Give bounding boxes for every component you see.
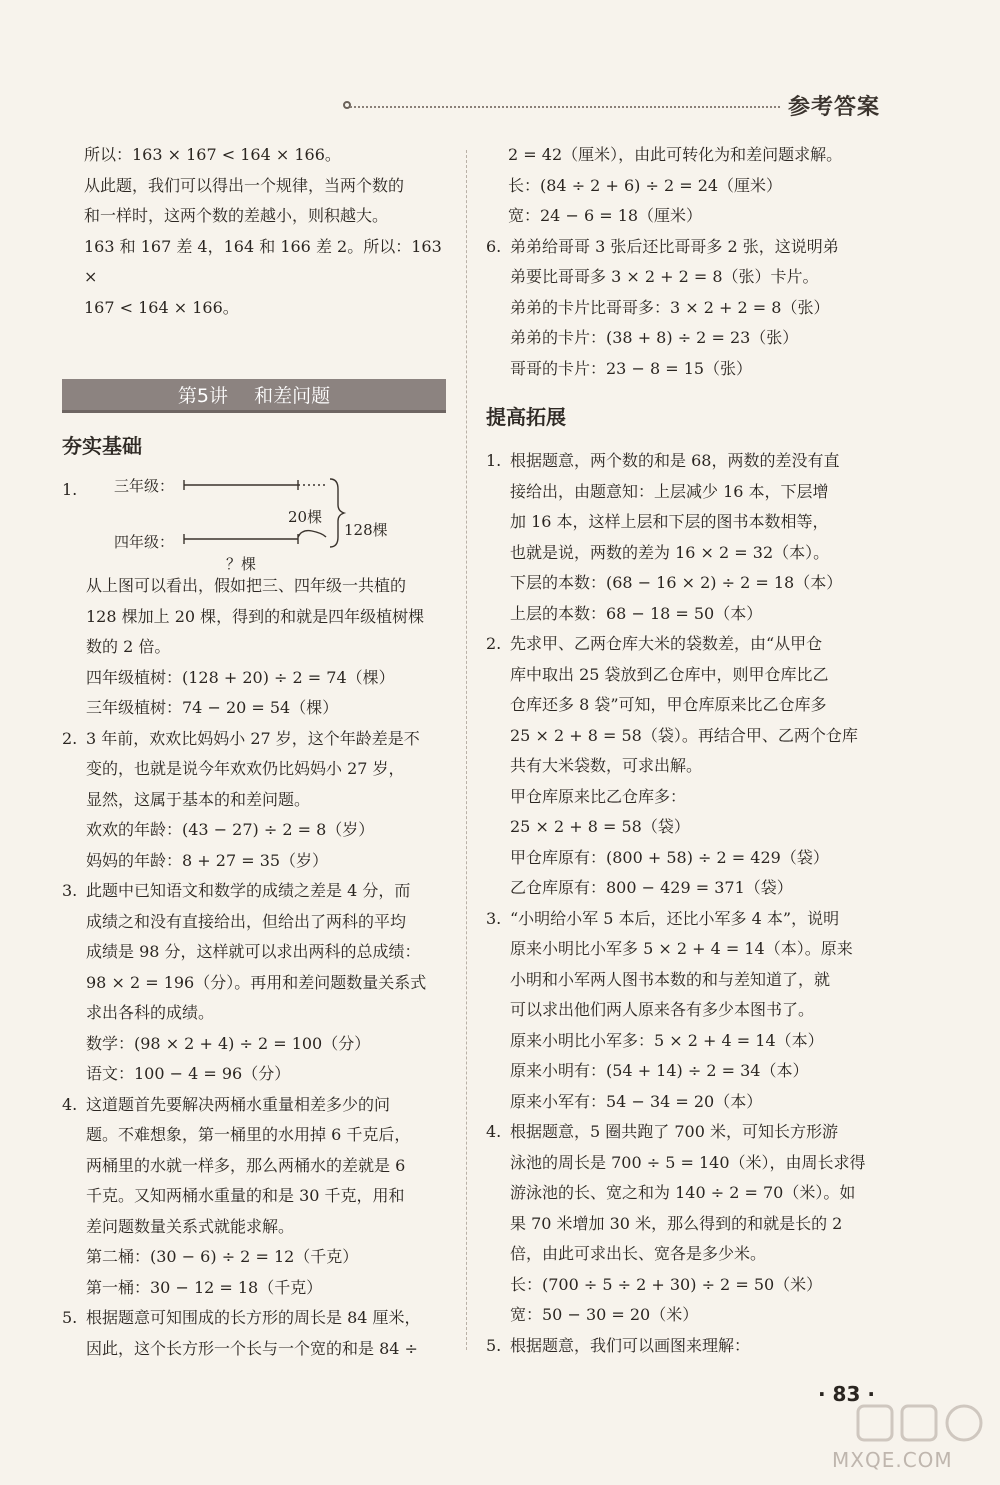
text-line: 原来小明有：(54 + 14) ÷ 2 = 34（本） bbox=[510, 1061, 809, 1080]
text-line: 长：(700 ÷ 5 ÷ 2 + 30) ÷ 2 = 50（米） bbox=[510, 1274, 823, 1294]
text-line: 共有大米袋数，可求出解。 bbox=[510, 756, 703, 775]
text-line: 小明和小军两人图书本数的和与差知道了，就 bbox=[510, 969, 831, 989]
right-column bbox=[486, 140, 878, 1361]
extension-item-5 bbox=[486, 1331, 878, 1362]
text-line: 和一样时，这两个数的差越小，则积越大。 bbox=[84, 206, 389, 225]
diagram-label-difference: 20棵 bbox=[288, 508, 323, 526]
text-line: 也就是说，两数的差为 16 × 2 = 32（本）。 bbox=[510, 542, 830, 562]
item-number: 4. bbox=[62, 1094, 78, 1114]
diagram-label-total: 128棵 bbox=[344, 521, 388, 539]
page-header-title: 参考答案 bbox=[788, 95, 881, 120]
text-line: 甲仓库原来比乙仓库多： bbox=[510, 786, 687, 806]
total-brace bbox=[330, 479, 344, 547]
text-line: 乙仓库原有：800 − 429 = 371（袋） bbox=[510, 878, 793, 897]
text-line: 根据题意，两个数的和是 68，两数的差没有直 bbox=[510, 451, 840, 470]
text-line: 千克。又知两桶水重量的和是 30 千克，用和 bbox=[86, 1186, 405, 1205]
item-number: 6. bbox=[486, 236, 502, 256]
item-number: 5. bbox=[486, 1335, 502, 1355]
text-line: 四年级植树：(128 + 20) ÷ 2 = 74（棵） bbox=[86, 667, 395, 687]
text-line: 哥哥的卡片：23 − 8 = 15（张） bbox=[510, 358, 753, 378]
text-line: 2 = 42（厘米），由此可转化为和差问题求解。 bbox=[508, 145, 843, 164]
answer-item-5 bbox=[62, 1303, 446, 1364]
line-segment-diagram bbox=[86, 475, 446, 573]
text-line: 宽：24 − 6 = 18（厘米） bbox=[508, 206, 703, 225]
text-line: 差问题数量关系式就能求解。 bbox=[86, 1216, 295, 1236]
text-line: 原来小明比小军多：5 × 2 + 4 = 14（本） bbox=[510, 1030, 824, 1050]
text-line: 弟弟给哥哥 3 张后还比哥哥多 2 张，这说明弟 bbox=[510, 236, 839, 256]
text-line: 可以求出他们两人原来各有多少本图书了。 bbox=[510, 1000, 815, 1019]
diagram-label-question: ？棵 bbox=[226, 555, 257, 573]
text-line: 倍，由此可求出长、宽各是多少米。 bbox=[510, 1244, 767, 1263]
text-line: 从上图可以看出，假如把三、四年级一共植的 bbox=[86, 576, 407, 595]
answer-item-3 bbox=[62, 876, 446, 1090]
text-line: 第一桶：30 − 12 = 18（千克） bbox=[86, 1277, 323, 1297]
column-divider bbox=[466, 150, 467, 1350]
extension-item-4 bbox=[486, 1117, 878, 1331]
text-line: 成绩是 98 分，这样就可以求出两科的总成绩： bbox=[86, 942, 421, 961]
header-rule bbox=[350, 106, 780, 108]
difference-brace bbox=[298, 531, 326, 537]
item-number: 5. bbox=[62, 1308, 78, 1327]
item-number: 1. bbox=[62, 480, 78, 499]
text-line: 数学：(98 × 2 + 4) ÷ 2 = 100（分） bbox=[86, 1033, 371, 1053]
text-line: 25 × 2 + 8 = 58（袋）。再结合甲、乙两个仓库 bbox=[510, 725, 858, 745]
text-line: 求出各科的成绩。 bbox=[86, 1003, 215, 1022]
watermark-text: MXQE.COM bbox=[832, 1448, 953, 1472]
text-line: 成绩之和没有直接给出，但给出了两科的平均 bbox=[86, 911, 407, 931]
extension-item-1 bbox=[486, 446, 878, 629]
item-number: 2. bbox=[486, 634, 502, 653]
lesson-number: 第5讲 bbox=[177, 385, 229, 407]
text-line: 根据题意，5 圈共跑了 700 米，可知长方形游 bbox=[510, 1122, 838, 1141]
diagram-label-grade3: 三年级： bbox=[114, 477, 175, 495]
diagram-label-grade4: 四年级： bbox=[114, 533, 175, 551]
text-line: 下层的本数：(68 − 16 × 2) ÷ 2 = 18（本） bbox=[510, 573, 843, 592]
answer-item-4 bbox=[62, 1090, 446, 1304]
text-line: 甲仓库原有：(800 + 58) ÷ 2 = 429（袋） bbox=[510, 847, 829, 867]
text-line: 这道题首先要解决两桶水重量相差多少的问 bbox=[86, 1094, 391, 1114]
continued-item-5 bbox=[486, 140, 878, 232]
text-line: 三年级植树：74 − 20 = 54（棵） bbox=[86, 698, 339, 717]
text-line: 上层的本数：68 − 18 = 50（本） bbox=[510, 603, 763, 623]
text-line: 仓库还多 8 袋”可知，甲仓库原来比乙仓库多 bbox=[510, 695, 827, 714]
text-line: 弟弟的卡片比哥哥多：3 × 2 + 2 = 8（张） bbox=[510, 297, 830, 317]
text-line: 原来小军有：54 − 34 = 20（本） bbox=[510, 1091, 763, 1111]
text-line: 游泳池的长、宽之和为 140 ÷ 2 = 70（米）。如 bbox=[510, 1183, 856, 1202]
text-line: 从此题，我们可以得出一个规律，当两个数的 bbox=[84, 175, 405, 195]
text-line: 3 年前，欢欢比妈妈小 27 岁，这个年龄差是不 bbox=[86, 728, 420, 748]
text-line: 语文：100 − 4 = 96（分） bbox=[86, 1064, 291, 1083]
text-line: 显然，这属于基本的和差问题。 bbox=[86, 789, 311, 809]
answer-item-6 bbox=[486, 232, 878, 385]
text-line: 题。不难想象，第一桶里的水用掉 6 千克后， bbox=[86, 1125, 411, 1144]
lesson-banner bbox=[62, 379, 446, 413]
text-line: 欢欢的年龄：(43 − 27) ÷ 2 = 8（岁） bbox=[86, 820, 375, 839]
item-number: 2. bbox=[62, 728, 78, 748]
text-line: 第二桶：(30 − 6) ÷ 2 = 12（千克） bbox=[86, 1247, 359, 1266]
text-line: 128 棵加上 20 棵，得到的和就是四年级植树棵 bbox=[86, 606, 425, 626]
section-title-extension: 提高拓展 bbox=[486, 405, 566, 429]
answer-item-1 bbox=[62, 475, 446, 724]
text-line: 两桶里的水就一样多，那么两桶水的差就是 6 bbox=[86, 1155, 406, 1175]
text-line: 接给出，由题意知：上层减少 16 本，下层增 bbox=[510, 481, 829, 501]
text-line: 加 16 本，这样上层和下层的图书本数相等， bbox=[510, 512, 829, 531]
text-line: 167 < 164 × 166。 bbox=[84, 297, 239, 317]
text-line: 原来小明比小军多 5 × 2 + 4 = 14（本）。原来 bbox=[510, 939, 853, 958]
text-line: 弟要比哥哥多 3 × 2 + 2 = 8（张）卡片。 bbox=[510, 267, 819, 286]
left-column bbox=[62, 140, 446, 1364]
section-title-basic: 夯实基础 bbox=[62, 434, 142, 458]
text-line: 根据题意可知围成的长方形的周长是 84 厘米， bbox=[86, 1308, 421, 1327]
text-line: 163 和 167 差 4，164 和 166 差 2。所以：163 × bbox=[84, 236, 442, 286]
extension-item-3 bbox=[486, 904, 878, 1118]
page-number: · 83 · bbox=[818, 1382, 875, 1406]
text-line: 此题中已知语文和数学的成绩之差是 4 分，而 bbox=[86, 881, 411, 900]
text-line: 果 70 米增加 30 米，那么得到的和就是长的 2 bbox=[510, 1213, 843, 1233]
text-line: 先求甲、乙两仓库大米的袋数差，由“从甲仓 bbox=[510, 634, 823, 653]
text-line: 所以：163 × 167 < 164 × 166。 bbox=[84, 145, 341, 164]
text-line: 根据题意，我们可以画图来理解： bbox=[510, 1335, 751, 1355]
text-line: 库中取出 25 袋放到乙仓库中，则甲仓库比乙 bbox=[510, 664, 829, 684]
text-line: 妈妈的年龄：8 + 27 = 35（岁） bbox=[86, 850, 329, 870]
intro-block bbox=[62, 140, 446, 323]
text-line: 数的 2 倍。 bbox=[86, 637, 171, 656]
text-line: 因此，这个长方形一个长与一个宽的和是 84 ÷ bbox=[86, 1338, 418, 1358]
item-number: 3. bbox=[62, 881, 78, 900]
diagram-lines bbox=[86, 475, 386, 567]
text-line: 25 × 2 + 8 = 58（袋） bbox=[510, 817, 690, 836]
item-number: 4. bbox=[486, 1122, 502, 1141]
extension-item-2 bbox=[486, 629, 878, 904]
answer-item-2 bbox=[62, 724, 446, 877]
item-number: 3. bbox=[486, 908, 502, 928]
text-line: 98 × 2 = 196（分）。再用和差问题数量关系式 bbox=[86, 972, 427, 992]
item-number: 1. bbox=[486, 451, 502, 470]
text-line: 宽：50 − 30 = 20（米） bbox=[510, 1305, 699, 1324]
lesson-title: 和差问题 bbox=[254, 385, 331, 407]
text-line: 长：(84 ÷ 2 + 6) ÷ 2 = 24（厘米） bbox=[508, 175, 783, 195]
text-line: 弟弟的卡片：(38 + 8) ÷ 2 = 23（张） bbox=[510, 328, 799, 347]
text-line: “小明给小军 5 本后，还比小军多 4 本”，说明 bbox=[510, 908, 840, 928]
text-line: 变的，也就是说今年欢欢仍比妈妈小 27 岁， bbox=[86, 759, 405, 778]
text-line: 泳池的周长是 700 ÷ 5 = 140（米），由周长求得 bbox=[510, 1152, 866, 1172]
